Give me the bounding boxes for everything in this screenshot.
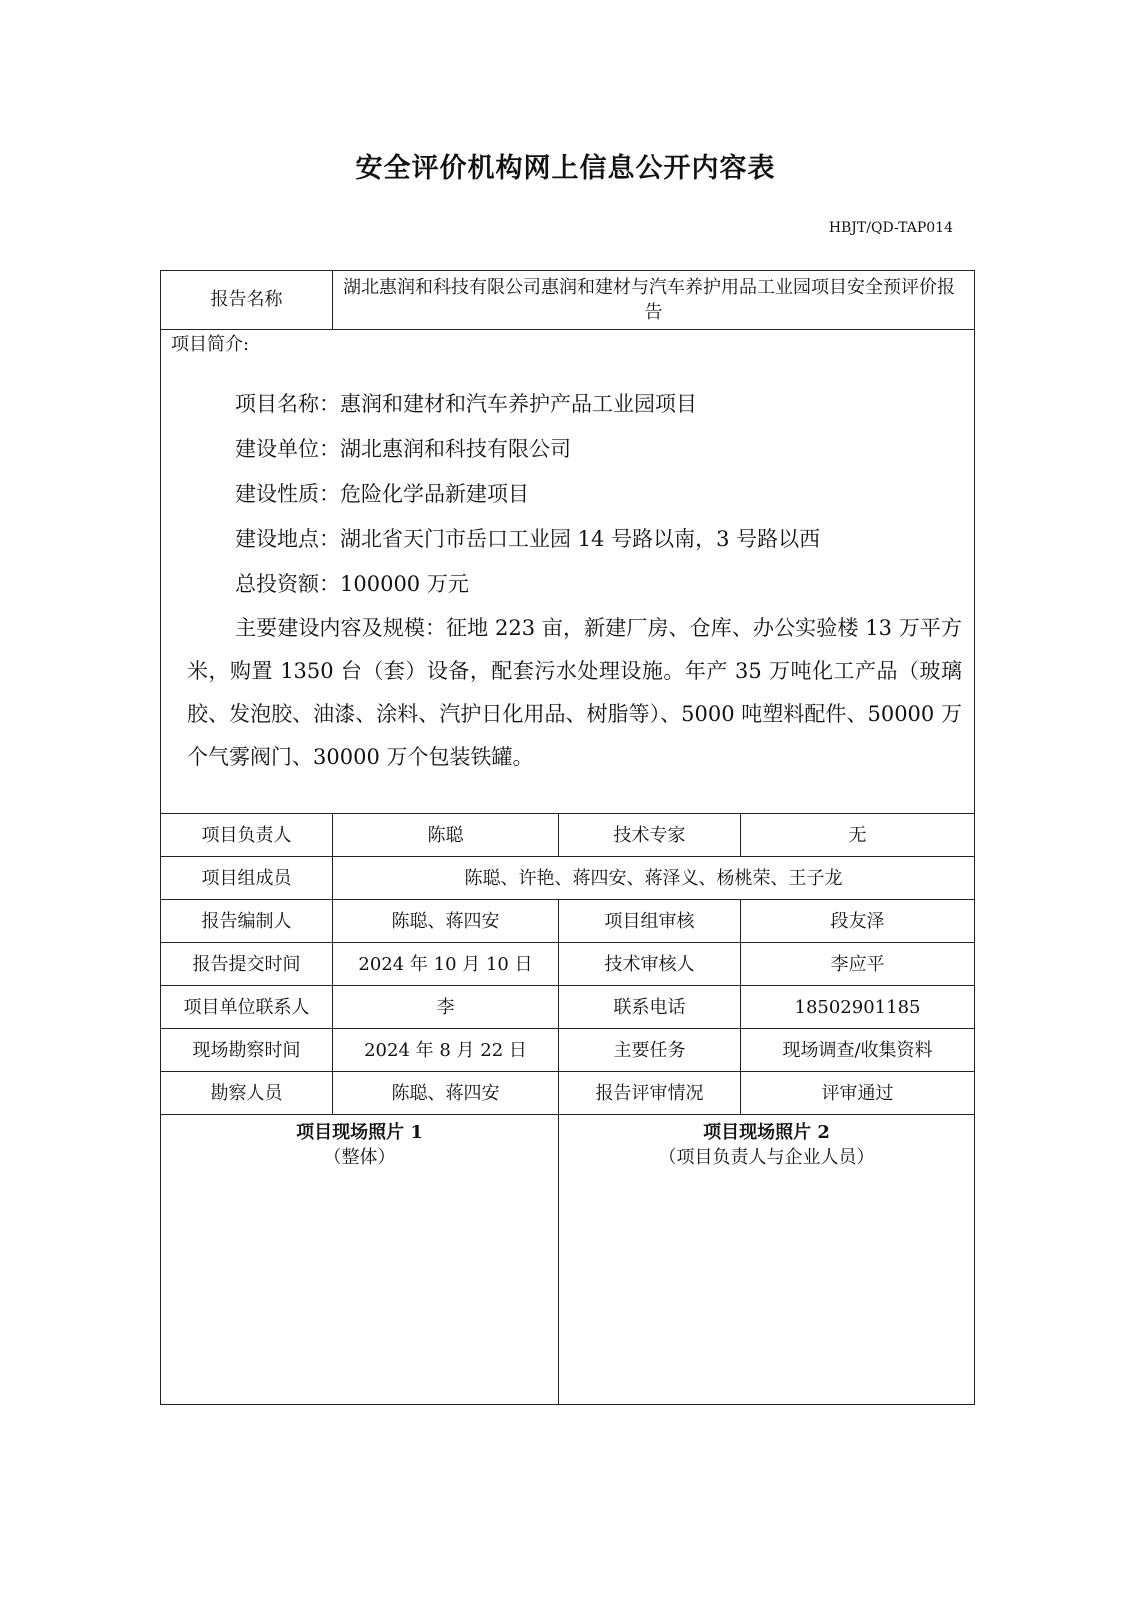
photo-2-cell — [559, 1115, 975, 1405]
table-row — [161, 814, 975, 857]
contact-label: 项目单位联系人 — [161, 986, 333, 1029]
photo-2-subtitle: （项目负责人与企业人员） — [658, 1147, 875, 1169]
table-row — [161, 1029, 975, 1072]
phone-label: 联系电话 — [559, 986, 741, 1029]
summary-line: 建设性质：危险化学品新建项目 — [235, 481, 529, 506]
report-name-row — [161, 271, 975, 330]
phone-value: 18502901185 — [741, 986, 975, 1029]
members-value: 陈聪、许艳、蒋四安、蒋泽义、杨桃荣、王子龙 — [333, 857, 975, 900]
document-title: 安全评价机构网上信息公开内容表 — [355, 153, 776, 184]
summary-line: 建设地点：湖北省天门市岳口工业园 14 号路以南，3 号路以西 — [235, 526, 821, 551]
table-row — [161, 900, 975, 943]
group-review-value: 段友泽 — [741, 900, 975, 943]
leader-label: 项目负责人 — [161, 814, 333, 857]
submit-time-label: 报告提交时间 — [161, 943, 333, 986]
document-code: HBJT/QD-TAP014 — [828, 220, 953, 236]
summary-row — [161, 330, 975, 814]
expert-label: 技术专家 — [559, 814, 741, 857]
summary-line: 总投资额：100000 万元 — [235, 571, 469, 596]
main-task-label: 主要任务 — [559, 1029, 741, 1072]
table-row — [161, 1072, 975, 1115]
summary-line: 项目名称：惠润和建材和汽车养护产品工业园项目 — [235, 391, 697, 416]
main-task-value: 现场调查/收集资料 — [741, 1029, 975, 1072]
compiler-label: 报告编制人 — [161, 900, 333, 943]
survey-time-label: 现场勘察时间 — [161, 1029, 333, 1072]
expert-value: 无 — [741, 814, 975, 857]
survey-time-value: 2024 年 8 月 22 日 — [333, 1029, 559, 1072]
summary-cell — [161, 330, 975, 814]
photo-2-title: 项目现场照片 2 — [703, 1122, 830, 1144]
review-status-value: 评审通过 — [741, 1072, 975, 1115]
compiler-value: 陈聪、蒋四安 — [333, 900, 559, 943]
table-row — [161, 986, 975, 1029]
photo-1-cell — [161, 1115, 559, 1405]
photo-1-subtitle: （整体） — [323, 1147, 396, 1169]
table-row — [161, 857, 975, 900]
table-row — [161, 943, 975, 986]
info-table — [160, 270, 975, 1405]
members-label: 项目组成员 — [161, 857, 333, 900]
surveyors-label: 勘察人员 — [161, 1072, 333, 1115]
group-review-label: 项目组审核 — [559, 900, 741, 943]
submit-time-value: 2024 年 10 月 10 日 — [333, 943, 559, 986]
contact-value: 李 — [333, 986, 559, 1029]
summary-line: 建设单位：湖北惠润和科技有限公司 — [235, 436, 571, 461]
summary-paragraph: 主要建设内容及规模：征地 223 亩，新建厂房、仓库、办公实验楼 13 万平方米，购置 1350 台（套）设备，配套污水处理设施。年产 35 万吨化工产品（玻璃胶、发泡胶、油漆、涂料、汽护日化用品、树脂等）、5000 吨塑料配件、50000 万个气雾阀门、30000 万个包装铁罐。 — [187, 615, 962, 769]
photo-1-title: 项目现场照片 1 — [296, 1122, 423, 1144]
tech-review-label: 技术审核人 — [559, 943, 741, 986]
leader-value: 陈聪 — [333, 814, 559, 857]
summary-label: 项目简介: — [171, 334, 250, 356]
surveyors-value: 陈聪、蒋四安 — [333, 1072, 559, 1115]
summary-body — [161, 360, 974, 779]
photos-row — [161, 1115, 975, 1405]
report-name-value: 湖北惠润和科技有限公司惠润和建材与汽车养护用品工业园项目安全预评价报告 — [333, 271, 975, 330]
tech-review-value: 李应平 — [741, 943, 975, 986]
review-status-label: 报告评审情况 — [559, 1072, 741, 1115]
report-name-label: 报告名称 — [161, 271, 333, 330]
